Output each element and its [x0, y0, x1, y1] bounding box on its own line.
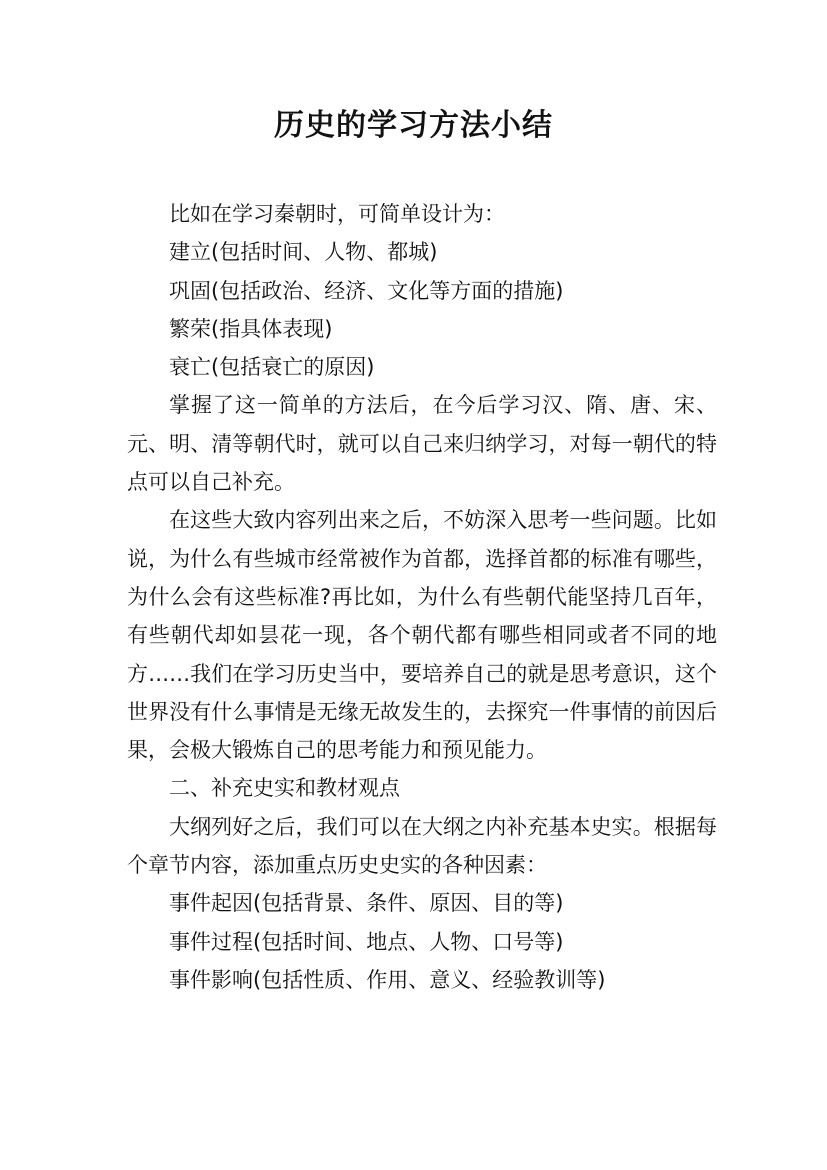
document-title: 历史的学习方法小结	[274, 108, 553, 143]
document-body	[127, 195, 717, 999]
paragraph: 掌握了这一简单的方法后，在今后学习汉、隋、唐、宋、元、明、清等朝代时，就可以自己来归纳学习，对每一朝代的特点可以自己补充。	[127, 393, 717, 495]
paragraph: 建立(包括时间、人物、都城)	[169, 240, 438, 265]
section-heading: 二、补充史实和教材观点	[169, 776, 400, 801]
paragraph: 事件过程(包括时间、地点、人物、口号等)	[169, 929, 564, 954]
paragraph: 事件起因(包括背景、条件、原因、目的等)	[169, 891, 564, 916]
paragraph: 大纲列好之后，我们可以在大纲之内补充基本史实。根据每个章节内容，添加重点历史史实的各种因素：	[127, 814, 717, 878]
paragraph: 巩固(包括政治、经济、文化等方面的措施)	[169, 278, 564, 303]
paragraph: 事件影响(包括性质、作用、意义、经验教训等)	[169, 967, 606, 992]
paragraph: 在这些大致内容列出来之后，不妨深入思考一些问题。比如说，为什么有些城市经常被作为首都，选择首都的标准有哪些，为什么会有这些标准?再比如，为什么有些朝代能坚持几百年，有些朝代却如昙花一现，各个朝代都有哪些相同或者不同的地方……我们在学习历史当中，要培养自己的就是思考意识，这个世界没有什么事情是无缘无故发生的，去探究一件事情的前因后果，会极大锻炼自己的思考能力和预见能力。	[127, 508, 717, 763]
paragraph: 繁荣(指具体表现)	[169, 316, 333, 341]
paragraph: 衰亡(包括衰亡的原因)	[169, 355, 375, 380]
paragraph: 比如在学习秦朝时，可简单设计为：	[169, 202, 505, 226]
